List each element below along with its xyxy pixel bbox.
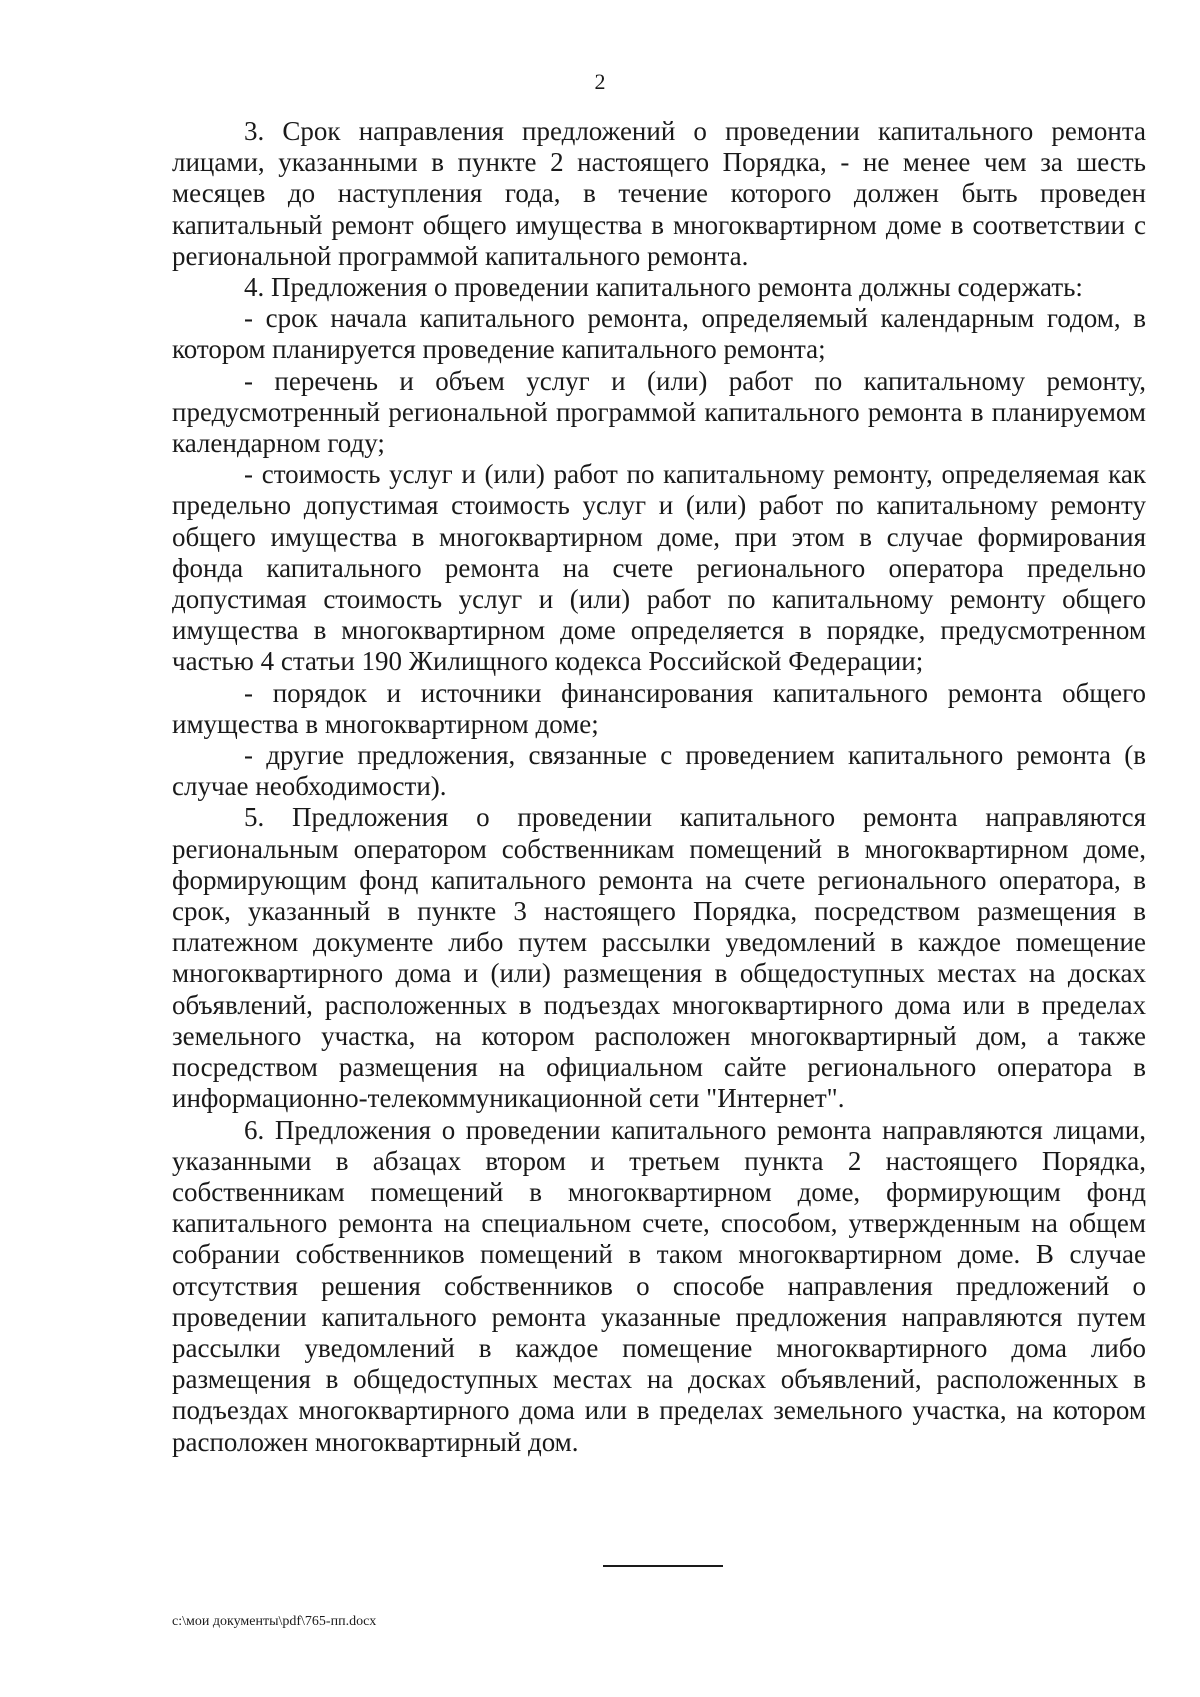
- paragraph-4: 4. Предложения о проведении капитального ремонта должны содержать:: [244, 272, 1083, 303]
- list-item-start-date: - срок начала капитального ремонта, определяемый календарным годом, в котором планируется проведение капитального ремонта;: [172, 303, 1146, 365]
- list-item-cost: - стоимость услуг и (или) работ по капитальному ремонту, определяемая как предельно допустимая стоимость услуг и (или) работ по капитальному ремонту общего имущества в многоквартирном доме, при этом в случае формирования фонда капитального ремонта на счете регионального оператора предельно допустимая стоимость услуг и (или) работ по капитальному ремонту общего имущества в многоквартирном доме определяется в порядке, предусмотренном частью 4 статьи 190 Жилищного кодекса Российской Федерации;: [172, 459, 1146, 677]
- paragraph-3: 3. Срок направления предложений о проведении капитального ремонта лицами, указанными в пункте 2 настоящего Порядка, - не менее чем за шесть месяцев до наступления года, в течение которого должен быть проведен капитальный ремонт общего имущества в многоквартирном доме в соответствии с региональной программой капитального ремонта.: [172, 116, 1146, 271]
- page-number: 2: [594, 69, 606, 94]
- list-item-financing: - порядок и источники финансирования капитального ремонта общего имущества в многоквартирном доме;: [172, 677, 1146, 739]
- end-separator-line: [603, 1565, 723, 1567]
- document-body: [172, 116, 1146, 1458]
- paragraph-5: 5. Предложения о проведении капитального ремонта направляются региональным оператором собственникам помещений в многоквартирном доме, формирующим фонд капитального ремонта на счете регионального оператора, в срок, указанный в пункте 3 настоящего Порядка, посредством размещения в платежном документе либо путем рассылки уведомлений в каждое помещение многоквартирного дома и (или) размещения в общедоступных местах на досках объявлений, расположенных в подъездах многоквартирного дома или в пределах земельного участка, на котором расположен многоквартирный дом, а также посредством размещения на официальном сайте регионального оператора в информационно-телекоммуникационной сети "Интернет".: [172, 802, 1146, 1114]
- footer-file-path: c:\мои документы\pdf\765-пп.docx: [172, 1614, 377, 1629]
- list-item-scope: - перечень и объем услуг и (или) работ по капитальному ремонту, предусмотренный региональной программой капитального ремонта в планируемом календарном году;: [172, 365, 1146, 459]
- paragraph-6: 6. Предложения о проведении капитального ремонта направляются лицами, указанными в абзацах втором и третьем пункта 2 настоящего Порядка, собственникам помещений в многоквартирном доме, формирующим фонд капитального ремонта на специальном счете, способом, утвержденным на общем собрании собственников помещений в таком многоквартирном доме. В случае отсутствия решения собственников о способе направления предложений о проведении капитального ремонта указанные предложения направляются путем рассылки уведомлений в каждое помещение многоквартирного дома либо размещения в общедоступных местах на досках объявлений, расположенных в подъездах многоквартирного дома или в пределах земельного участка, на котором расположен многоквартирный дом.: [172, 1114, 1146, 1457]
- list-item-other: - другие предложения, связанные с проведением капитального ремонта (в случае необходимости).: [172, 740, 1146, 802]
